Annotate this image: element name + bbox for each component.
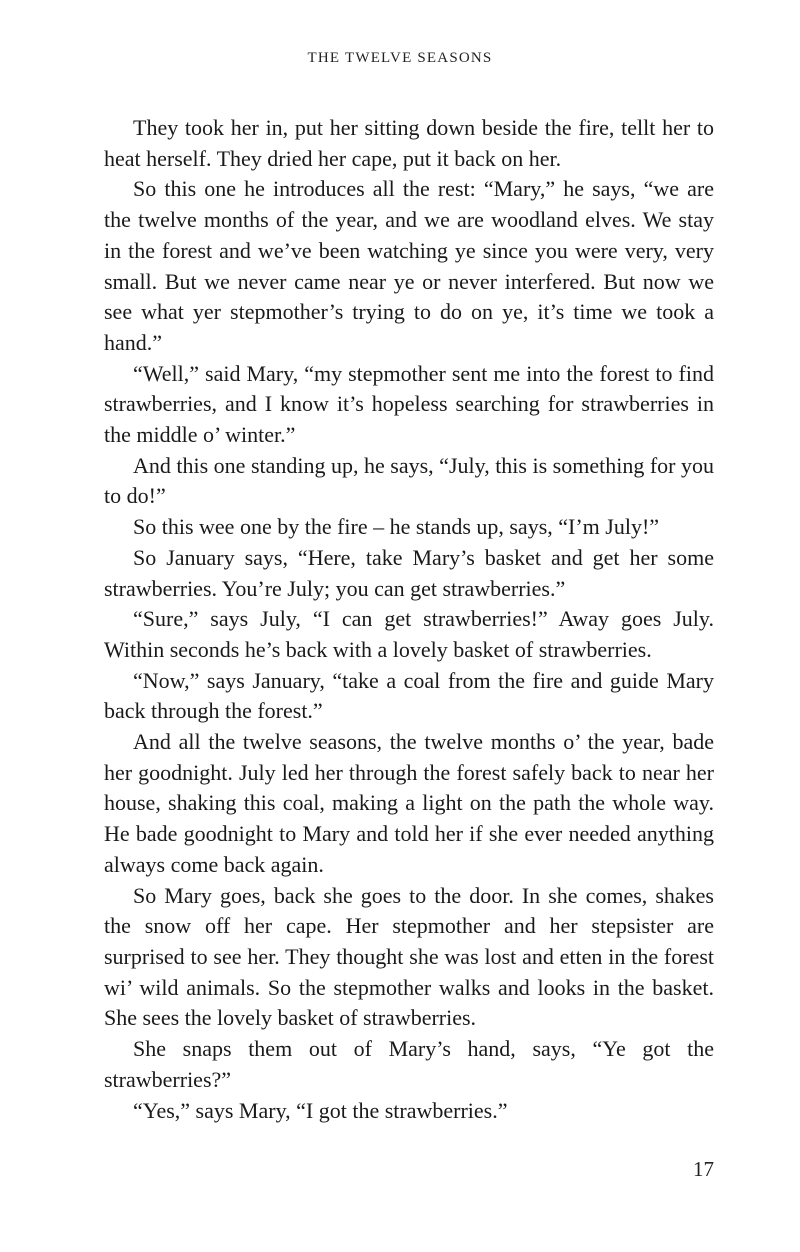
paragraph: They took her in, put her sitting down beside the fire, tellt her to heat herself. They dried her cape, put it back on her. [104,115,714,171]
running-head: THE TWELVE SEASONS [307,50,493,66]
body-text [104,113,714,1126]
paragraph: “Well,” said Mary, “my stepmother sent me into the forest to find strawberries, and I know it’s hopeless searching for strawberries in the middle o’ winter.” [104,360,714,448]
paragraph: “Now,” says January, “take a coal from the fire and guide Mary back through the forest.” [104,667,714,724]
paragraph: And all the twelve seasons, the twelve months o’ the year, bade her goodnight. July led her through the forest safely back to near her house, shaking this coal, making a light on the path the whole way. He bade goodnight to Mary and told her if she ever needed anything always come back again. [104,729,714,877]
paragraph: So this one he introduces all the rest: “Mary,” he says, “we are the twelve months of the year, and we are woodland elves. We stay in the forest and we’ve been watching ye since you were very, very small. But we never came near ye or never interfered. But now we see what yer stepmother’s trying to do on ye, it’s time we took a hand.” [104,176,714,355]
page-number: 17 [693,1157,714,1181]
paragraph: And this one standing up, he says, “July, this is something for you to do!” [104,452,714,509]
paragraph: So this wee one by the fire – he stands up, says, “I’m July!” [133,514,660,540]
paragraph: “Yes,” says Mary, “I got the strawberries.” [133,1097,508,1123]
paragraph: She snaps them out of Mary’s hand, says, “Ye got the strawberries?” [104,1036,714,1092]
paragraph: So Mary goes, back she goes to the door. In she comes, shakes the snow off her cape. Her stepmother and her stepsister are surprised to see her. They thought she was lost and etten in the forest wi’ wild animals. So the stepmother walks and looks in the basket. She sees the lovely basket of strawberries. [104,882,714,1031]
paragraph: So January says, “Here, take Mary’s basket and get her some strawberries. You’re July; you can get strawberries.” [104,544,714,601]
paragraph: “Sure,” says July, “I can get strawberries!” Away goes July. Within seconds he’s back with a lovely basket of strawberries. [104,606,714,662]
